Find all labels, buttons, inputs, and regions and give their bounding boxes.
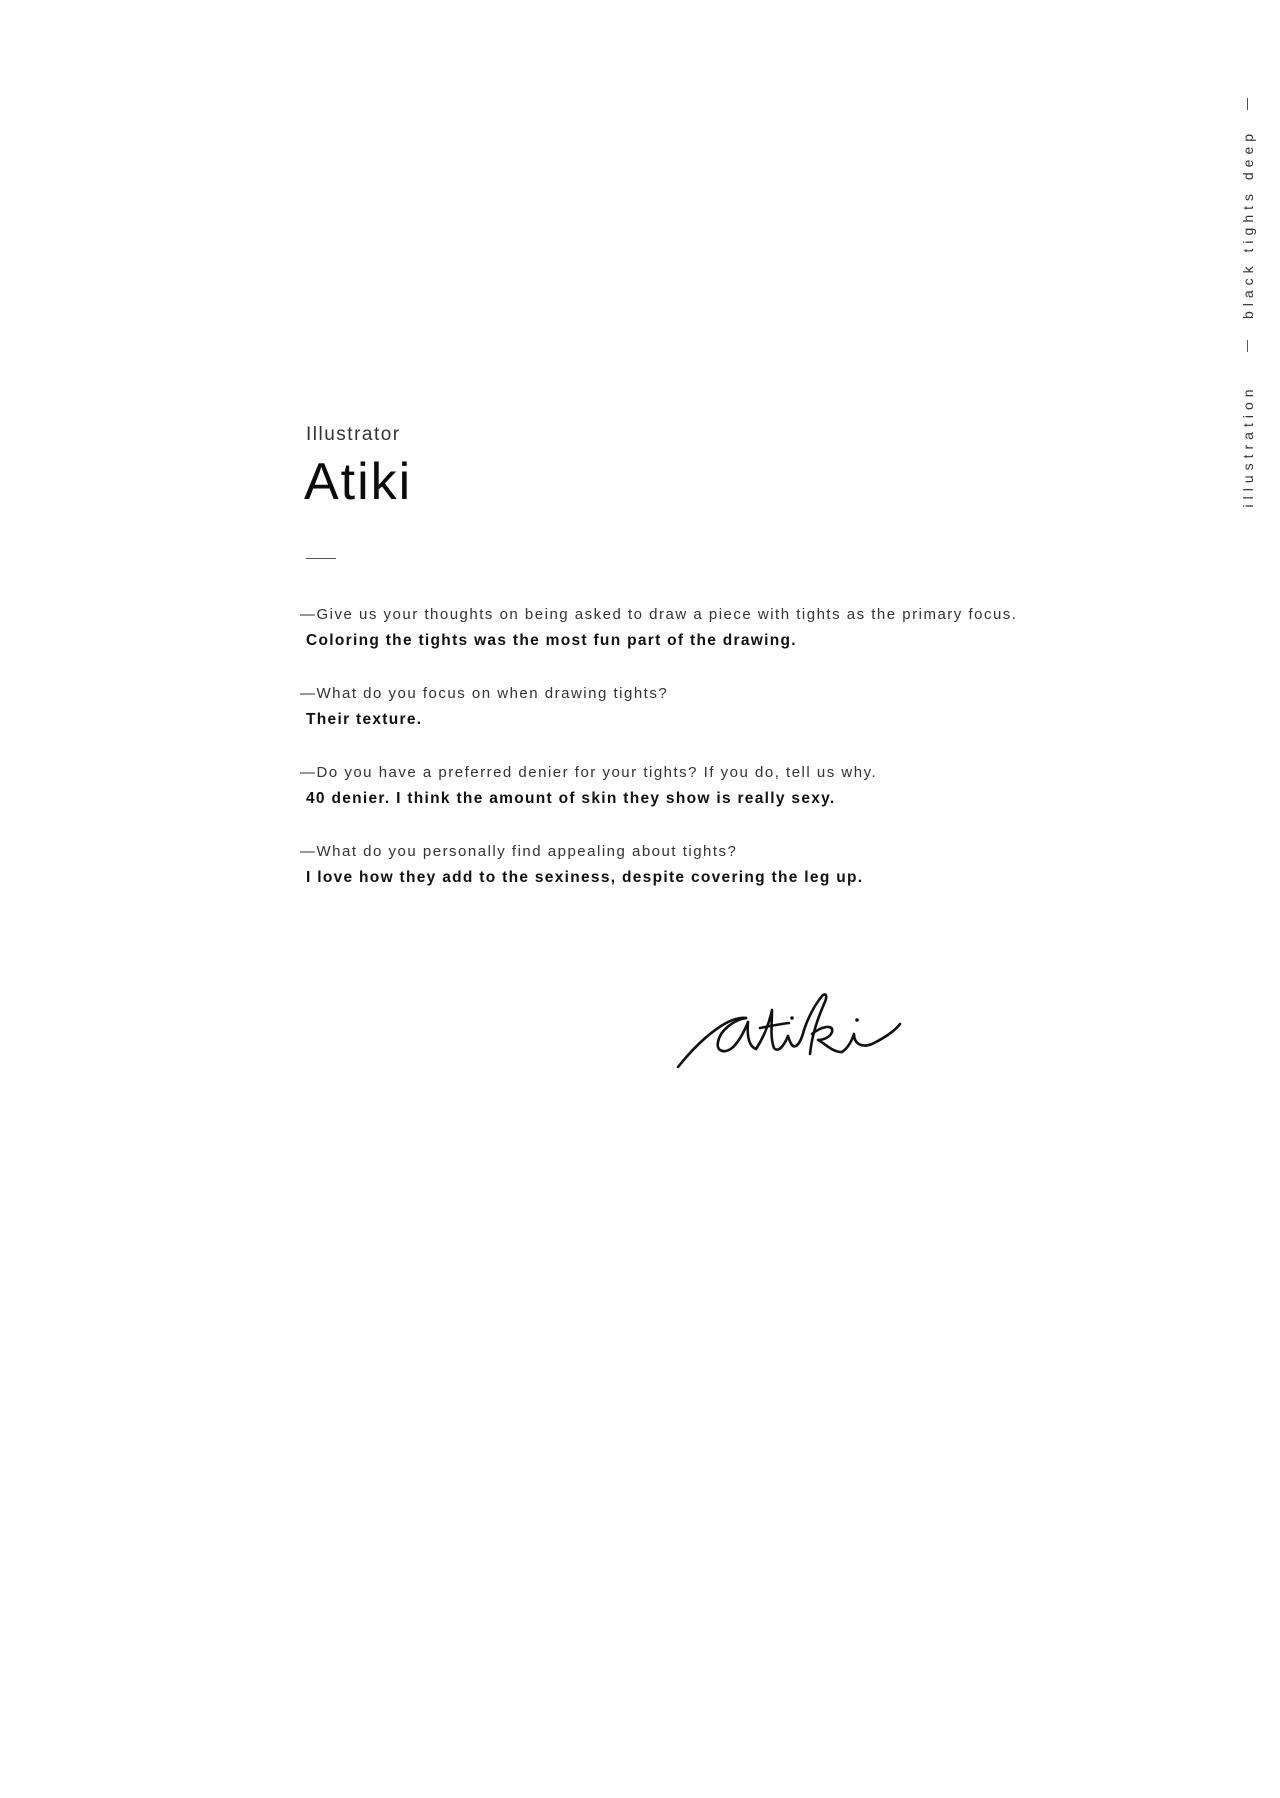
interview-item xyxy=(300,842,1080,888)
interview-answer: I love how they add to the sexiness, despite covering the leg up. xyxy=(306,869,864,886)
interview-item xyxy=(300,684,1080,730)
interview-answer: Their texture. xyxy=(306,711,423,728)
side-label-series: black tights deep xyxy=(1240,128,1256,320)
side-divider-top xyxy=(1247,98,1248,110)
artist-name: Atiki xyxy=(304,453,413,511)
header-divider xyxy=(306,558,336,559)
artist-role: Illustrator xyxy=(306,424,401,445)
side-label-section: illustration xyxy=(1240,384,1256,508)
interview-question: —What do you personally find appealing about tights? xyxy=(300,843,738,860)
artist-signature xyxy=(676,990,902,1072)
side-divider-middle xyxy=(1247,340,1248,352)
interview-item xyxy=(300,763,1080,809)
interview-question: —Give us your thoughts on being asked to draw a piece with tights as the primary focus. xyxy=(300,606,1018,623)
interview-question: —Do you have a preferred denier for your tights? If you do, tell us why. xyxy=(300,764,878,781)
interview-question: —What do you focus on when drawing tights? xyxy=(300,685,669,702)
interview-answer: Coloring the tights was the most fun part of the drawing. xyxy=(306,632,797,649)
vertical-side-label xyxy=(1233,98,1263,508)
interview-answer: 40 denier. I think the amount of skin they show is really sexy. xyxy=(306,790,836,807)
interview-item xyxy=(300,605,1080,651)
